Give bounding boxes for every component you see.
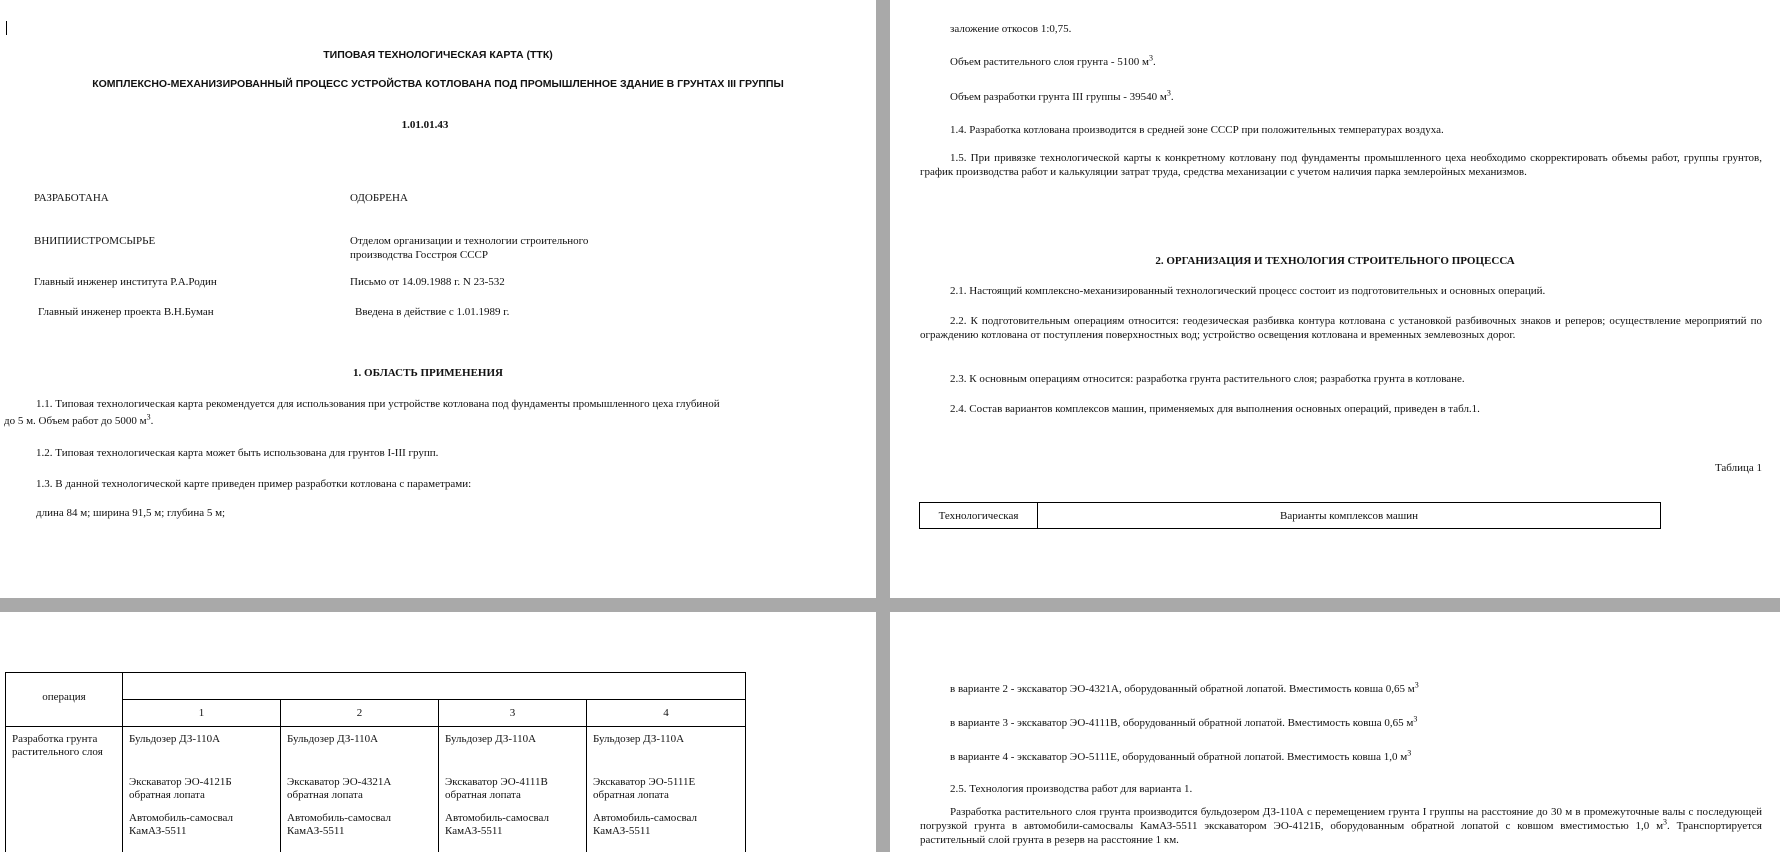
paragraph-1-3: 1.3. В данной технологической карте приведен пример разработки котлована с параметрами: xyxy=(36,478,472,490)
variant-3-cell: Бульдозер ДЗ-110А Экскаватор ЭО-4111В обратная лопата Автомобиль-самосвал КамАЗ-5511 xyxy=(439,727,587,852)
page-2 xyxy=(890,0,1780,598)
chief-engineer-project: Главный инженер проекта В.Н.Буман xyxy=(38,306,214,318)
paragraph-1-1-line1: 1.1. Типовая технологическая карта рекомендуется для использования при устройстве котлована под фундаменты промышленного цеха глубиной xyxy=(36,398,720,410)
paragraph-2-5: 2.5. Технология производства работ для варианта 1. xyxy=(950,783,1193,795)
paragraph-1-2: 1.2. Типовая технологическая карта может быть использована для грунтов I-III групп. xyxy=(36,447,439,459)
topsoil-volume: Объем растительного слоя грунта - 5100 $м^3$. xyxy=(950,53,1156,68)
paragraph-2-4: 2.4. Состав вариантов комплексов машин, применяемых для выполнения основных операций, приведен в табл.1. xyxy=(950,403,1480,415)
effective-date: Введена в действие с 1.01.1989 г. xyxy=(355,306,510,318)
variant-2-header: 2 xyxy=(281,700,439,727)
dimensions: длина 84 м; ширина 91,5 м; глубина 5 м; xyxy=(36,507,226,519)
header-operation: операция xyxy=(6,673,123,727)
text-cursor xyxy=(6,21,7,35)
variant-3-header: 3 xyxy=(439,700,587,727)
header-variants: Варианты комплексов машин xyxy=(1038,503,1661,529)
doc-code: 1.01.01.43 xyxy=(401,119,449,131)
variant-1-header: 1 xyxy=(123,700,281,727)
paragraph-1-1-line2: до 5 м. Объем работ до 5000 $м^3$. xyxy=(4,412,154,427)
topsoil-paragraph: Разработка растительного слоя грунта производится бульдозером ДЗ-110А с перемещением грунта I группы на расстояние до 30 м в промежуточные валы с последующей погрузкой грунта в автомобили-самосвалы КамАЗ-5511 экскаватором ЭО-4121Б, оборудованным обратной лопатой с ковшом вместимостью 1,0 $м^3$. Транспортируется растительный слой грунта в резерв на расстояние 1 км. xyxy=(920,806,1762,846)
paragraph-2-2: 2.2. К подготовительным операциям относится: геодезическая разбивка контура котлована с установкой разбивочных знаков и реперов; осуществление мероприятий по ограждению котлована от поступления поверхностных вод; устройство освещения котлована и временных землевозных дорог. xyxy=(920,315,1762,341)
variant-1-cell: Бульдозер ДЗ-110А Экскаватор ЭО-4121Б обратная лопата Автомобиль-самосвал КамАЗ-5511 xyxy=(123,727,281,852)
page-1 xyxy=(0,0,876,598)
approver-org-line2: производства Госстроя СССР xyxy=(350,249,488,261)
variant-3-text: в варианте 3 - экскаватор ЭО-4111В, оборудованный обратной лопатой. Вместимость ковша 0,65 $м^3$ xyxy=(950,714,1418,729)
variant-4-header: 4 xyxy=(587,700,746,727)
header-variants-blank xyxy=(123,673,746,700)
paragraph-1-4: 1.4. Разработка котлована производится в средней зоне СССР при положительных температурах воздуха. xyxy=(950,124,1444,136)
approved-label: ОДОБРЕНА xyxy=(350,192,408,204)
section-2-heading: 2. ОРГАНИЗАЦИЯ И ТЕХНОЛОГИЯ СТРОИТЕЛЬНОГО ПРОЦЕССА xyxy=(1155,255,1515,267)
table-1-header xyxy=(919,502,1661,529)
doc-subtitle: КОМПЛЕКСНО-МЕХАНИЗИРОВАННЫЙ ПРОЦЕСС УСТРОЙСТВА КОТЛОВАНА ПОД ПРОМЫШЛЕННОЕ ЗДАНИЕ В ГРУНТАХ III ГРУППЫ xyxy=(92,78,784,90)
page-4 xyxy=(890,612,1780,852)
section-1-heading: 1. ОБЛАСТЬ ПРИМЕНЕНИЯ xyxy=(353,367,503,379)
slopes: заложение откосов 1:0,75. xyxy=(950,23,1072,35)
table-label: Таблица 1 xyxy=(1714,462,1762,474)
variant-4-text: в варианте 4 - экскаватор ЭО-5111Е, оборудованный обратной лопатой. Вместимость ковша 1,0 $м^3$ xyxy=(950,748,1412,763)
variant-2-cell: Бульдозер ДЗ-110А Экскаватор ЭО-4321А обратная лопата Автомобиль-самосвал КамАЗ-5511 xyxy=(281,727,439,852)
table-1-continued xyxy=(5,672,746,852)
approval-letter: Письмо от 14.09.1988 г. N 23-532 xyxy=(350,276,505,288)
page-3 xyxy=(0,612,876,852)
variant-4-cell: Бульдозер ДЗ-110А Экскаватор ЭО-5111Е обратная лопата Автомобиль-самосвал КамАЗ-5511 xyxy=(587,727,746,852)
paragraph-2-1: 2.1. Настоящий комплексно-механизированный технологический процесс состоит из подготовительных и основных операций. xyxy=(950,285,1546,297)
paragraph-2-3: 2.3. К основным операциям относится: разработка грунта растительного слоя; разработка грунта в котловане. xyxy=(950,373,1465,385)
row-operation: Разработка грунта растительного слоя xyxy=(6,727,123,852)
paragraph-1-5: 1.5. При привязке технологической карты к конкретному котловану под фундаменты промышленного цеха необходимо скорректировать объемы работ, группы грунтов, график производства работ и калькуляции затрат труда, средства механизации с учетом наличия парка землеройных механизмов. xyxy=(920,152,1762,178)
variant-2-text: в варианте 2 - экскаватор ЭО-4321А, оборудованный обратной лопатой. Вместимость ковша 0,65 $м^3$ xyxy=(950,680,1419,695)
doc-title: ТИПОВАЯ ТЕХНОЛОГИЧЕСКАЯ КАРТА (ТТК) xyxy=(323,49,553,61)
approver-org-line1: Отделом организации и технологии строительного xyxy=(350,235,589,247)
developed-label: РАЗРАБОТАНА xyxy=(34,192,109,204)
soil-volume: Объем разработки грунта III группы - 39540 $м^3$. xyxy=(950,88,1174,103)
header-operation: Технологическая xyxy=(920,503,1038,529)
chief-engineer-institute: Главный инженер института Р.А.Родин xyxy=(34,276,217,288)
developer-org: ВНИПИИСТРОМСЫРЬЕ xyxy=(34,235,156,247)
table-row xyxy=(6,727,746,852)
